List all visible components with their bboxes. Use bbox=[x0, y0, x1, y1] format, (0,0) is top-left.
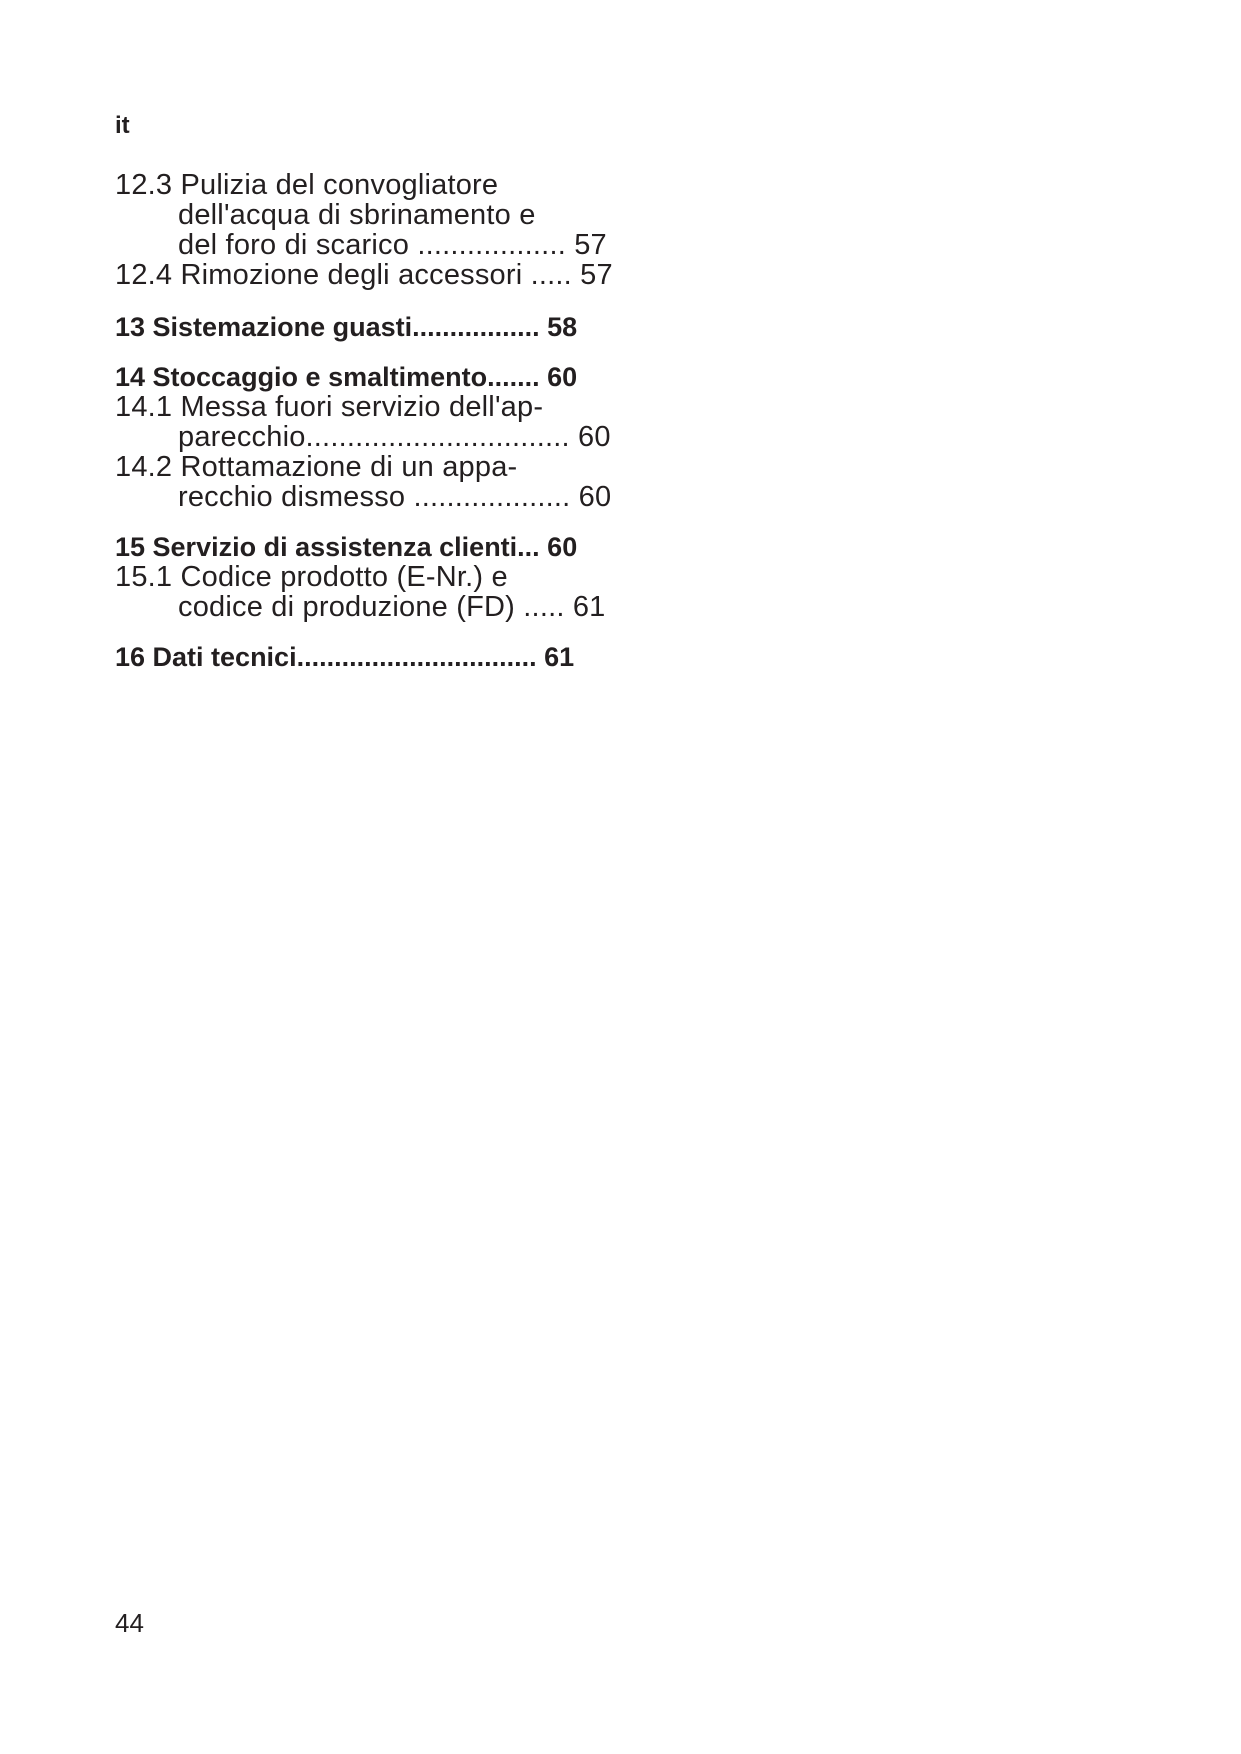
toc-entry-14-1-line2: parecchio................................ 60 bbox=[178, 421, 611, 453]
language-code: it bbox=[115, 112, 130, 139]
page-number: 44 bbox=[115, 1608, 144, 1638]
toc-section-16[interactable]: 16 Dati tecnici................................ 61 bbox=[115, 642, 575, 672]
toc-entry-14-2-line1: 14.2 Rottamazione di un appa- bbox=[115, 451, 518, 483]
toc-entry-14-2-line2: recchio dismesso ................... 60 bbox=[178, 481, 612, 513]
toc-entry-12-3-line1: 12.3 Pulizia del convogliatore bbox=[115, 169, 499, 201]
toc-entry-12-3[interactable] bbox=[115, 170, 605, 260]
toc-entry-12-3-line3: del foro di scarico .................. 57 bbox=[178, 229, 607, 261]
toc-section-14[interactable]: 14 Stoccaggio e smaltimento....... 60 bbox=[115, 362, 578, 392]
toc-entry-14-1-line1: 14.1 Messa fuori servizio dell'ap- bbox=[115, 391, 544, 423]
toc-entry-14-2[interactable] bbox=[115, 451, 612, 513]
toc-entry-12-3-line2: dell'acqua di sbrinamento e bbox=[178, 199, 536, 231]
toc-entry-12-4[interactable] bbox=[115, 259, 613, 291]
toc-section-15[interactable]: 15 Servizio di assistenza clienti... 60 bbox=[115, 532, 578, 562]
toc-entry-15-1[interactable] bbox=[115, 562, 605, 622]
toc-entry-15-1-line1: 15.1 Codice prodotto (E-Nr.) e bbox=[115, 561, 508, 593]
table-of-contents bbox=[115, 169, 613, 672]
toc-entry-14-1[interactable] bbox=[115, 391, 611, 453]
toc-entry-12-4-line1: 12.4 Rimozione degli accessori ..... 57 bbox=[115, 259, 613, 291]
toc-section-13[interactable]: 13 Sistemazione guasti................. 58 bbox=[115, 312, 578, 342]
toc-entry-15-1-line2: codice di produzione (FD) ..... 61 bbox=[178, 591, 606, 623]
